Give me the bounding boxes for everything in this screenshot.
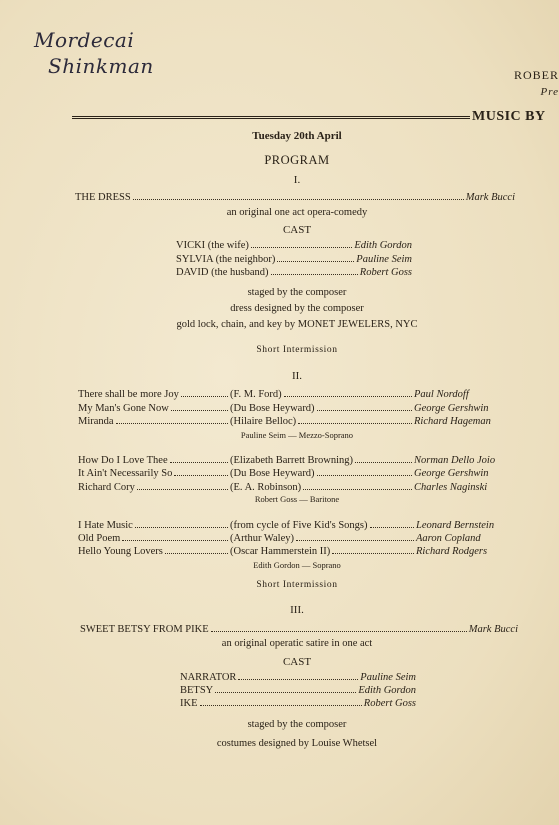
dot-leader — [174, 468, 228, 476]
dot-leader — [251, 247, 352, 248]
song-row — [78, 468, 508, 481]
song-composer: George Gershwin — [414, 403, 489, 414]
cast-role: SYLVIA (the neighbor) — [176, 254, 276, 265]
part3-title-row — [80, 624, 518, 637]
presenter-name: ROBER — [513, 68, 559, 82]
song-lyricist: (from cycle of Five Kid's Songs) — [230, 520, 368, 531]
song-row — [78, 403, 508, 416]
handwritten-name-line2: Shinkman — [48, 54, 154, 78]
part1-numeral: I. — [293, 174, 301, 186]
song-composer: Aaron Copland — [416, 533, 481, 544]
cast-row — [176, 240, 412, 253]
header-rule — [72, 116, 470, 119]
song-composer: Norman Dello Joio — [414, 455, 496, 466]
song-lyricist: (Hilaire Belloc) — [230, 416, 297, 427]
dot-leader — [332, 546, 414, 554]
dot-leader — [298, 416, 412, 424]
program-title: PROGRAM — [264, 153, 330, 167]
dot-leader — [135, 520, 228, 528]
performer-credit: Pauline Seim — Mezzo-Soprano — [240, 430, 354, 440]
part3-numeral: III. — [290, 604, 304, 616]
song-title: Richard Cory — [78, 482, 135, 493]
song-row — [78, 455, 508, 468]
part3-credit: costumes designed by Louise Whetsel — [216, 738, 378, 749]
part2-numeral: II. — [291, 370, 303, 382]
cast-actor: Robert Goss — [363, 698, 416, 709]
song-title: My Man's Gone Now — [78, 403, 169, 414]
dot-leader — [355, 455, 412, 463]
song-lyricist: (Oscar Hammerstein II) — [230, 546, 331, 557]
dot-leader — [211, 631, 467, 632]
music-by-heading: MUSIC BY — [472, 109, 546, 124]
cast-role: IKE — [180, 698, 198, 709]
dot-leader — [296, 533, 414, 541]
song-title: Miranda — [78, 416, 114, 427]
cast-row — [180, 685, 416, 698]
song-composer: Richard Rodgers — [416, 546, 488, 557]
part1-credit: dress designed by the composer — [230, 303, 364, 314]
song-title: It Ain't Necessarily So — [78, 468, 173, 479]
song-composer: George Gershwin — [414, 468, 489, 479]
song-lyricist: (Elizabeth Barrett Browning) — [230, 455, 354, 466]
dot-leader — [277, 261, 354, 262]
part1-subtitle: an original one act opera-comedy — [226, 207, 368, 218]
part1-credit: gold lock, chain, and key by MONET JEWELERS, NYC — [176, 319, 418, 330]
dot-leader — [317, 403, 412, 411]
part1-credit: staged by the composer — [247, 287, 347, 298]
dot-leader — [317, 468, 412, 476]
song-title: There shall be more Joy — [78, 389, 179, 400]
cast-role: VICKI (the wife) — [176, 240, 249, 251]
cast-actor: Robert Goss — [359, 267, 412, 278]
dot-leader — [303, 482, 412, 490]
song-title: How Do I Love Thee — [78, 455, 168, 466]
dot-leader — [238, 679, 358, 680]
dot-leader — [271, 274, 358, 275]
dot-leader — [200, 705, 362, 706]
part1-title-row — [75, 192, 515, 205]
song-row — [78, 416, 508, 429]
part3-title: SWEET BETSY FROM PIKE — [80, 624, 209, 635]
part1-title: THE DRESS — [75, 192, 131, 203]
dot-leader — [122, 533, 228, 541]
performer-credit: Edith Gordon — Soprano — [253, 560, 341, 570]
dot-leader — [215, 692, 356, 693]
song-title: I Hate Music — [78, 520, 133, 531]
dot-leader — [170, 455, 228, 463]
dot-leader — [116, 416, 228, 424]
song-row — [78, 520, 512, 533]
cast-actor: Edith Gordon — [358, 685, 416, 696]
cast-row — [176, 254, 412, 267]
dot-leader — [171, 403, 228, 411]
part3-credit: staged by the composer — [247, 719, 347, 730]
cast-row — [180, 672, 416, 685]
presents-text: Pre — [540, 86, 559, 98]
cast-actor: Pauline Seim — [356, 254, 412, 265]
dot-leader — [370, 520, 415, 528]
song-title: Hello Young Lovers — [78, 546, 163, 557]
song-row — [78, 389, 508, 402]
cast-role: DAVID (the husband) — [176, 267, 269, 278]
date: Tuesday 20th April — [252, 130, 342, 142]
cast-row — [180, 698, 416, 711]
dot-leader — [133, 199, 464, 200]
part1-cast-heading: CAST — [282, 224, 312, 236]
cast-row — [176, 267, 412, 280]
cast-role: NARRATOR — [180, 672, 237, 683]
song-lyricist: (F. M. Ford) — [230, 389, 282, 400]
part3-subtitle: an original operatic satire in one act — [221, 638, 373, 649]
dot-leader — [137, 482, 228, 490]
cast-actor: Edith Gordon — [354, 240, 412, 251]
dot-leader — [165, 546, 228, 554]
song-lyricist: (E. A. Robinson) — [230, 482, 302, 493]
song-composer: Richard Hageman — [414, 416, 491, 427]
handwritten-name-line1: Mordecai — [34, 28, 135, 52]
cast-role: BETSY — [180, 685, 214, 696]
performer-credit: Robert Goss — Baritone — [254, 494, 340, 504]
song-composer: Paul Nordoff — [414, 389, 469, 400]
song-row — [78, 533, 512, 546]
part3-composer: Mark Bucci — [468, 624, 518, 635]
dot-leader — [284, 389, 412, 397]
song-composer: Leonard Bernstein — [416, 520, 495, 531]
cast-actor: Pauline Seim — [360, 672, 416, 683]
song-lyricist: (Arthur Waley) — [230, 533, 294, 544]
song-composer: Charles Naginski — [414, 482, 488, 493]
part3-cast-heading: CAST — [282, 656, 312, 668]
song-lyricist: (Du Bose Heyward) — [230, 403, 315, 414]
dot-leader — [181, 389, 228, 397]
song-lyricist: (Du Bose Heyward) — [230, 468, 315, 479]
intermission-2: Short Intermission — [256, 580, 338, 590]
part1-composer: Mark Bucci — [465, 192, 515, 203]
song-row — [78, 546, 512, 559]
song-title: Old Poem — [78, 533, 121, 544]
intermission-1: Short Intermission — [256, 345, 338, 355]
